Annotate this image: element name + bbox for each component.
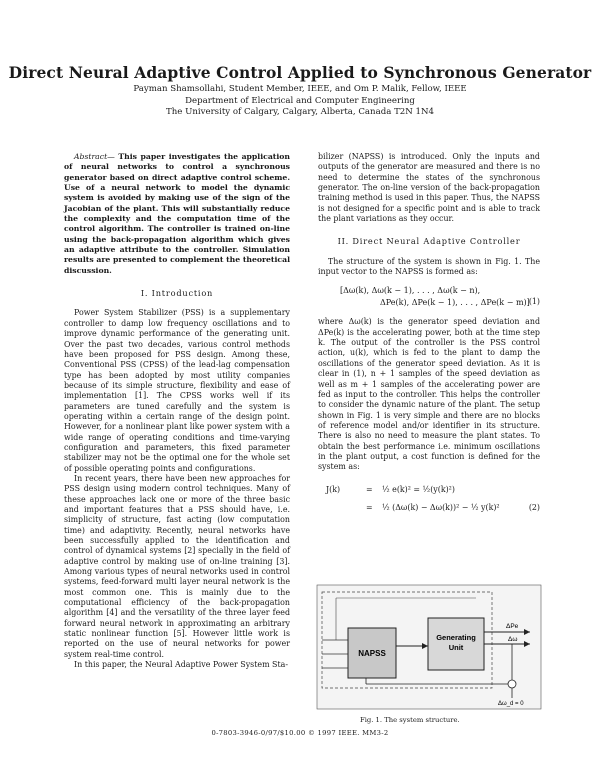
paper-title: Direct Neural Adaptive Control Applied to Synchronous Generator [8, 63, 592, 82]
output-label-power: ΔPe [506, 623, 519, 630]
body-paragraph: The structure of the system is shown in Fig. 1. The input vector to the NAPSS is formed as: [318, 256, 540, 277]
right-column [318, 152, 540, 521]
body-paragraph: where Δω(k) is the generator speed deviation and ΔPe(k) is the accelerating power, both at the time step k. The output of the controller is the PSS control action, u(k), which is fed to the plant to damp the oscillations of the generator speed deviation. As it is clear in (1), n + 1 samples of the speed deviation as well as m + 1 samples of the accelerating power are fed as input to the controller. This helps the controller to consider the dynamic nature of the plant. The setup shown in Fig. 1 is very simple and there are no blocks of reference model and/or identifier in its structure. There is also no need to measure the plant states. To obtain the best performance i.e. minimum oscillations in the plant output, a cost function is defined for the system as: [318, 317, 540, 472]
reference-label: Δω_d = 0 [498, 701, 524, 707]
equation-number: (1) [528, 297, 540, 307]
generating-unit-label: Generating [436, 633, 476, 642]
napss-block-label: NAPSS [358, 649, 386, 658]
equation-equals: = [366, 502, 373, 512]
page-footer: 0-7803-3946-0/97/$10.00 © 1997 IEEE. MM3-2 [211, 729, 389, 737]
abstract [64, 152, 290, 276]
equation-number: (2) [528, 502, 540, 512]
generating-unit-label: Unit [448, 643, 464, 652]
intro-paragraph: In this paper, the Neural Adaptive Power System Sta- [74, 660, 289, 670]
equation-rhs: ½ (Δω(k) − Δω(k))² − ½ y(k)² [382, 502, 500, 512]
figure-system-structure [316, 584, 542, 710]
equation-equals: = [366, 484, 373, 494]
equation-lhs: J(k) [326, 484, 341, 494]
author-list: Payman Shamsollahi, Student Member, IEEE, and Om P. Malik, Fellow, IEEE [133, 84, 467, 94]
equation-1 [318, 285, 540, 309]
section-heading-controller: II. Direct Neural Adaptive Controller [337, 236, 521, 247]
figure-caption: Fig. 1. The system structure. [360, 716, 460, 724]
equation-rhs: ½ e(k)² = ½(y(k)²) [382, 484, 455, 494]
equation-line: ΔPe(k), ΔPe(k − 1), . . . , ΔPe(k − m)] [380, 298, 530, 308]
intro-paragraph: In recent years, there have been new approaches for PSS design using modern control techniques. Many of these approaches lack one or more of the three basic and important features that a PSS should have, i.e. simplicity of structure, fast acting (low computation time) and adaptivity. Recently, neural networks have been successfully applied to the identification and control of dynamical systems [2] specially in the field of adaptive control by making use of on-line training [3]. Among various types of neural networks used in control systems, feed-forward multi layer neural network is the most common one. This is mainly due to the computational efficiency of the back-propagation algorithm [4] and the versatility of the three layer feed forward neural network in approximating an arbitrary static nonlinear function [5]. However little work is reported on the use of neural networks for power system real-time control. [64, 473, 290, 659]
intro-paragraph: Power System Stabilizer (PSS) is a supplementary controller to damp low frequency oscillations and to improve dynamic performance of the generating unit. Over the past two decades, various control methods have been proposed for PSS design. Among these, Conventional PSS (CPSS) of the lead-lag compensation type has been adopted by most utility companies because of its simple structure, flexibility and ease of implementation [1]. The CPSS works well if its parameters are tuned carefully and the system is operating within a certain range of the design point. However, for a nonlinear plant like power system with a wide range of operating conditions and time-varying configuration and parameters, this fixed parameter stabilizer may not be the optimal one for the whole set of possible operating points and configurations. [64, 308, 290, 473]
author-affiliation: The University of Calgary, Calgary, Alberta, Canada T2N 1N4 [166, 107, 434, 117]
equation-2 [318, 483, 540, 521]
author-department: Department of Electrical and Computer Engineering [185, 96, 415, 106]
left-column [64, 152, 290, 671]
abstract-label: Abstract— [74, 152, 115, 161]
summing-junction [508, 680, 516, 688]
output-label-speed: Δω [508, 636, 518, 643]
body-paragraph: bilizer (NAPSS) is introduced. Only the inputs and outputs of the generator are measured and there is no need to determine the states of the synchronous generator. The on-line version of the back-propagation training method is used in this paper. Thus, the NAPSS is not designed for a specific point and is able to track the plant variations as they occur. [318, 152, 540, 224]
abstract-text: This paper investigates the application of neural networks to control a synchronous generator based on direct adaptive control scheme. Use of a neural network to model the dynamic system is avoided by making use of the sign of the Jacobian of the plant. This will substantially reduce the complexity and the computation time of the control algorithm. The controller is trained on-line using the back-propagation algorithm which gives an adaptive attribute to the controller. Simulation results are presented to complement the theoretical discussion. [64, 152, 290, 275]
equation-line: [Δω(k), Δω(k − 1), . . . , Δω(k − n), [340, 286, 481, 296]
section-heading-introduction: I. Introduction [140, 288, 214, 299]
